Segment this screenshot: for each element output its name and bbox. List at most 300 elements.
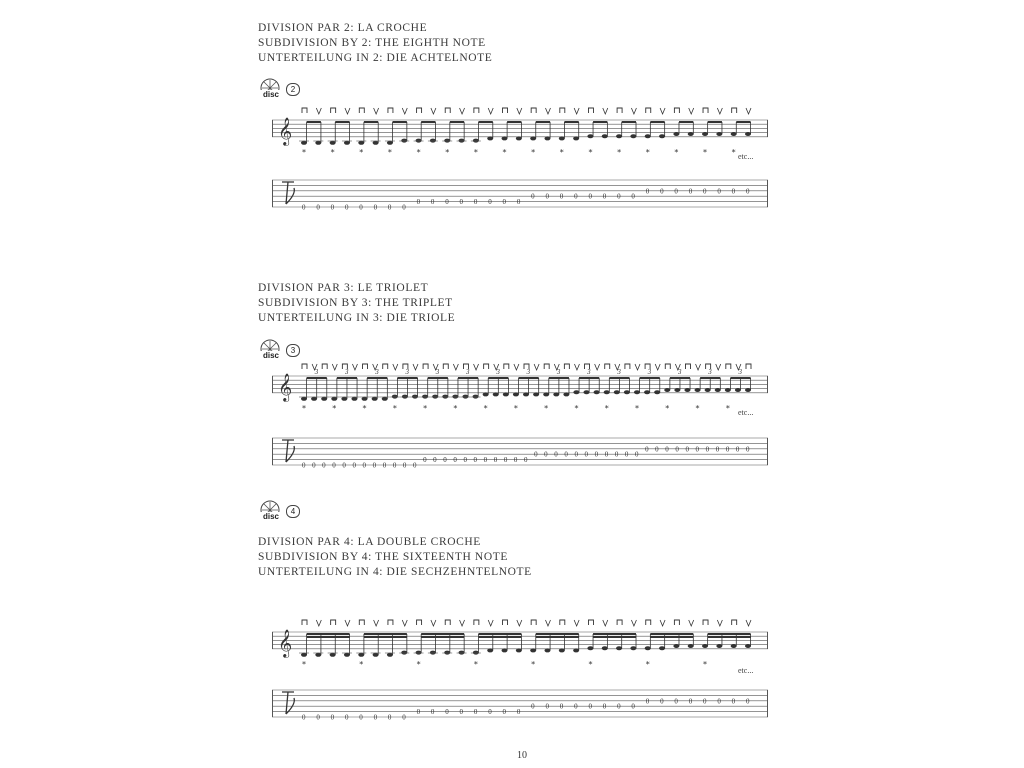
notation-system-eighth <box>272 108 768 220</box>
tab-fret-number: 0 <box>342 461 346 470</box>
note-head <box>530 136 536 140</box>
upstroke-icon <box>413 364 418 370</box>
tuplet-label: 3 <box>344 368 349 376</box>
beat-marker-icon: * <box>559 147 564 157</box>
heading-line-german: UNTERTEILUNG IN 4: DIE SECHZEHNTELNOTE <box>258 566 532 578</box>
downstroke-icon <box>726 364 731 369</box>
note-head <box>616 646 622 650</box>
tab-fret-number: 0 <box>402 461 407 470</box>
beat-marker-icon: * <box>588 147 593 157</box>
beat-marker-icon: * <box>392 403 397 413</box>
tuplet-label: 3 <box>526 368 531 376</box>
tab-fret-number: 0 <box>332 461 336 470</box>
note-head <box>321 397 327 401</box>
upstroke-icon <box>474 364 479 370</box>
note-head <box>473 139 479 143</box>
upstroke-icon <box>635 364 640 370</box>
downstroke-icon <box>445 620 450 625</box>
tuplet-label: 3 <box>587 368 591 376</box>
beat-marker-icon: * <box>645 659 650 669</box>
tab-fret-number: 0 <box>688 697 693 706</box>
tab-fret-number: 0 <box>746 697 750 706</box>
tab-fret-number: 0 <box>559 702 564 711</box>
note-head <box>587 134 593 138</box>
downstroke-icon <box>564 364 569 369</box>
downstroke-icon <box>588 620 593 625</box>
tab-fret-number: 0 <box>705 445 710 454</box>
beat-marker-icon: * <box>588 659 593 669</box>
tab-fret-number: 0 <box>423 456 427 465</box>
tab-fret-number: 0 <box>302 461 306 470</box>
tuplet-label: 3 <box>466 368 470 376</box>
note-head <box>330 653 336 657</box>
tab-fret-number: 0 <box>665 445 669 454</box>
note-head <box>731 644 737 648</box>
downstroke-icon <box>625 364 630 369</box>
note-head <box>688 644 694 648</box>
downstroke-icon <box>588 108 593 113</box>
note-head <box>553 392 559 396</box>
tab-fret-number: 0 <box>392 461 397 470</box>
upstroke-icon <box>545 108 550 114</box>
downstroke-icon <box>474 108 479 113</box>
note-head <box>702 132 708 136</box>
notation-system-sixteenth <box>272 612 768 728</box>
note-head <box>387 141 393 145</box>
note-head <box>573 390 579 394</box>
upstroke-icon <box>696 364 701 370</box>
tab-fret-number: 0 <box>602 702 607 711</box>
tab-fret-number: 0 <box>544 450 548 459</box>
upstroke-icon <box>393 364 398 370</box>
note-head <box>630 134 636 138</box>
heading-line-english: SUBDIVISION BY 3: THE TRIPLET <box>258 297 453 309</box>
tab-fret-number: 0 <box>746 445 750 454</box>
downstroke-icon <box>388 620 393 625</box>
tab-fret-number: 0 <box>588 192 592 201</box>
downstroke-icon <box>685 364 690 369</box>
tab-fret-number: 0 <box>302 203 306 212</box>
tab-fret-number: 0 <box>503 456 508 465</box>
section-heading-triplet <box>258 281 455 326</box>
note-head <box>731 132 737 136</box>
tab-fret-number: 0 <box>473 456 478 465</box>
note-head <box>745 388 751 392</box>
heading-line-french: DIVISION PAR 4: LA DOUBLE CROCHE <box>258 536 481 548</box>
note-head <box>630 646 636 650</box>
tuplet-label: 3 <box>496 368 500 376</box>
beat-marker-icon: * <box>445 147 450 157</box>
tab-fret-number: 0 <box>617 192 621 201</box>
beat-marker-icon: * <box>473 659 478 669</box>
note-head <box>330 141 336 145</box>
downstroke-icon <box>331 620 336 625</box>
upstroke-icon <box>689 620 694 626</box>
tab-fret-number: 0 <box>488 198 492 207</box>
note-head <box>530 648 536 652</box>
downstroke-icon <box>703 108 708 113</box>
note-head <box>702 644 708 648</box>
note-head <box>523 392 529 396</box>
note-head <box>644 390 650 394</box>
upstroke-icon <box>316 620 321 626</box>
upstroke-icon <box>574 108 579 114</box>
tab-fret-number: 0 <box>545 702 549 711</box>
note-head <box>487 648 493 652</box>
track-number: 4 <box>286 505 300 518</box>
note-head <box>533 392 539 396</box>
beat-marker-icon: * <box>359 147 364 157</box>
etc-label: etc... <box>738 152 754 161</box>
upstroke-icon <box>574 364 579 370</box>
upstroke-icon <box>514 364 519 370</box>
note-head <box>373 141 379 145</box>
upstroke-icon <box>402 620 407 626</box>
beat-marker-icon: * <box>513 403 518 413</box>
beat-marker-icon: * <box>473 147 478 157</box>
upstroke-icon <box>517 108 522 114</box>
disc-label: disc <box>263 90 280 99</box>
tab-fret-number: 0 <box>746 187 750 196</box>
beat-marker-icon: * <box>617 147 622 157</box>
tab-fret-number: 0 <box>433 456 437 465</box>
note-head <box>362 397 368 401</box>
downstroke-icon <box>560 620 565 625</box>
note-head <box>673 132 679 136</box>
upstroke-icon <box>595 364 600 370</box>
note-head <box>544 648 550 652</box>
tuplet-label: 3 <box>375 368 379 376</box>
downstroke-icon <box>732 620 737 625</box>
upstroke-icon <box>574 620 579 626</box>
beat-marker-icon: * <box>531 147 536 157</box>
tab-fret-number: 0 <box>463 456 467 465</box>
note-head <box>587 646 593 650</box>
note-head <box>594 390 600 394</box>
note-head <box>412 395 418 399</box>
upstroke-icon <box>460 108 465 114</box>
tab-fret-number: 0 <box>617 702 621 711</box>
upstroke-icon <box>374 108 379 114</box>
heading-line-english: SUBDIVISION BY 4: THE SIXTEENTH NOTE <box>258 551 508 563</box>
beat-marker-icon: * <box>604 403 609 413</box>
note-head <box>483 392 489 396</box>
beat-marker-icon: * <box>531 659 536 669</box>
tab-fret-number: 0 <box>344 713 349 722</box>
note-head <box>624 390 630 394</box>
tab-fret-number: 0 <box>373 713 378 722</box>
beat-marker-icon: * <box>731 147 736 157</box>
tab-fret-number: 0 <box>695 445 700 454</box>
heading-line-french: DIVISION PAR 3: LE TRIOLET <box>258 282 429 294</box>
tab-fret-number: 0 <box>731 187 736 196</box>
note-head <box>674 388 680 392</box>
note-head <box>634 390 640 394</box>
beat-marker-icon: * <box>416 147 421 157</box>
downstroke-icon <box>302 364 307 369</box>
tab-fret-number: 0 <box>453 456 457 465</box>
tuplet-label: 3 <box>738 368 743 376</box>
upstroke-icon <box>717 620 722 626</box>
disc-track-badge <box>258 78 302 100</box>
downstroke-icon <box>531 108 536 113</box>
note-head <box>402 395 408 399</box>
upstroke-icon <box>345 108 350 114</box>
note-head <box>444 139 450 143</box>
staff-and-tab <box>272 358 768 478</box>
tab-fret-number: 0 <box>531 192 535 201</box>
beat-marker-icon: * <box>483 403 488 413</box>
downstroke-icon <box>363 364 368 369</box>
note-head <box>301 653 307 657</box>
upstroke-icon <box>431 620 436 626</box>
downstroke-icon <box>359 620 364 625</box>
note-head <box>602 646 608 650</box>
note-head <box>387 653 393 657</box>
note-head <box>516 648 522 652</box>
tab-fret-number: 0 <box>574 702 578 711</box>
tab-fret-number: 0 <box>413 461 417 470</box>
tab-fret-number: 0 <box>352 461 356 470</box>
note-head <box>382 397 388 401</box>
note-head <box>573 648 579 652</box>
note-head <box>358 141 364 145</box>
note-head <box>745 132 751 136</box>
heading-line-german: UNTERTEILUNG IN 2: DIE ACHTELNOTE <box>258 52 493 64</box>
tab-fret-number: 0 <box>483 456 488 465</box>
note-head <box>604 390 610 394</box>
tab-fret-number: 0 <box>602 192 607 201</box>
note-head <box>442 395 448 399</box>
tuplet-label: 3 <box>677 368 682 376</box>
upstroke-icon <box>517 620 522 626</box>
tab-fret-number: 0 <box>473 198 478 207</box>
beat-marker-icon: * <box>423 403 428 413</box>
tab-fret-number: 0 <box>445 708 449 717</box>
note-head <box>584 390 590 394</box>
tab-fret-number: 0 <box>660 697 664 706</box>
note-head <box>373 653 379 657</box>
note-head <box>513 392 519 396</box>
section-heading-eighth <box>258 21 492 66</box>
upstroke-icon <box>534 364 539 370</box>
upstroke-icon <box>431 108 436 114</box>
note-head <box>401 139 407 143</box>
downstroke-icon <box>331 108 336 113</box>
tab-fret-number: 0 <box>459 708 464 717</box>
note-head <box>563 392 569 396</box>
tuplet-label: 3 <box>647 368 652 376</box>
note-head <box>487 136 493 140</box>
note-head <box>344 141 350 145</box>
tab-fret-number: 0 <box>635 450 639 459</box>
tab-fret-number: 0 <box>631 192 635 201</box>
tab-fret-number: 0 <box>559 192 564 201</box>
upstroke-icon <box>603 108 608 114</box>
tab-fret-number: 0 <box>344 203 349 212</box>
tab-fret-number: 0 <box>675 445 679 454</box>
tab-fret-number: 0 <box>502 708 507 717</box>
note-head <box>659 646 665 650</box>
tab-fret-number: 0 <box>717 187 721 196</box>
tab-fret-number: 0 <box>545 192 549 201</box>
disc-label: disc <box>263 351 280 360</box>
tab-fret-number: 0 <box>685 445 689 454</box>
tab-fret-number: 0 <box>488 708 492 717</box>
tab-fret-number: 0 <box>604 450 609 459</box>
tuplet-label: 3 <box>556 368 561 376</box>
heading-line-french: DIVISION PAR 2: LA CROCHE <box>258 22 428 34</box>
disc-icon <box>258 78 288 100</box>
beat-marker-icon: * <box>665 403 670 413</box>
note-head <box>614 390 620 394</box>
downstroke-icon <box>417 620 422 625</box>
tuplet-label: 3 <box>405 368 410 376</box>
beat-marker-icon: * <box>703 659 708 669</box>
beat-marker-icon: * <box>544 403 549 413</box>
note-head <box>444 651 450 655</box>
downstroke-icon <box>617 620 622 625</box>
tab-fret-number: 0 <box>645 187 650 196</box>
downstroke-icon <box>423 364 428 369</box>
tab-fret-number: 0 <box>372 461 377 470</box>
tab-fret-number: 0 <box>387 713 392 722</box>
tab-fret-number: 0 <box>660 187 664 196</box>
note-head <box>452 395 458 399</box>
downstroke-icon <box>383 364 388 369</box>
downstroke-icon <box>302 620 307 625</box>
upstroke-icon <box>488 620 493 626</box>
note-head <box>344 653 350 657</box>
tab-fret-number: 0 <box>534 450 538 459</box>
disc-track-badge <box>258 500 302 522</box>
tab-fret-number: 0 <box>402 203 406 212</box>
upstroke-icon <box>453 364 458 370</box>
downstroke-icon <box>544 364 549 369</box>
section-heading-sixteenth <box>258 535 532 580</box>
upstroke-icon <box>352 364 357 370</box>
note-head <box>659 134 665 138</box>
note-head <box>315 653 321 657</box>
tab-fret-number: 0 <box>631 702 635 711</box>
note-head <box>516 136 522 140</box>
note-head <box>358 653 364 657</box>
tab-fret-number: 0 <box>614 450 619 459</box>
note-head <box>673 644 679 648</box>
beat-marker-icon: * <box>362 403 367 413</box>
tab-fret-number: 0 <box>735 445 740 454</box>
tab-fret-number: 0 <box>502 198 507 207</box>
upstroke-icon <box>345 620 350 626</box>
tab-fret-number: 0 <box>359 713 363 722</box>
tab-fret-number: 0 <box>574 450 578 459</box>
downstroke-icon <box>646 108 651 113</box>
beat-marker-icon: * <box>359 659 364 669</box>
upstroke-icon <box>402 108 407 114</box>
note-head <box>684 388 690 392</box>
beat-marker-icon: * <box>645 147 650 157</box>
upstroke-icon <box>316 108 321 114</box>
etc-label: etc... <box>738 666 754 675</box>
note-head <box>459 651 465 655</box>
note-head <box>544 136 550 140</box>
tab-fret-number: 0 <box>703 697 707 706</box>
note-head <box>616 134 622 138</box>
note-head <box>315 141 321 145</box>
note-head <box>372 397 378 401</box>
tab-fret-number: 0 <box>443 456 447 465</box>
note-head <box>301 141 307 145</box>
beat-marker-icon: * <box>725 403 730 413</box>
treble-clef-icon: 𝄞 <box>278 373 293 401</box>
tab-fret-number: 0 <box>302 713 306 722</box>
tuplet-label: 3 <box>708 368 712 376</box>
downstroke-icon <box>388 108 393 113</box>
downstroke-icon <box>443 364 448 369</box>
tuplet-label: 3 <box>617 368 621 376</box>
note-head <box>543 392 549 396</box>
upstroke-icon <box>631 108 636 114</box>
beat-marker-icon: * <box>574 403 579 413</box>
note-head <box>401 651 407 655</box>
tab-fret-number: 0 <box>330 713 335 722</box>
tab-fret-number: 0 <box>688 187 693 196</box>
note-head <box>493 392 499 396</box>
upstroke-icon <box>660 108 665 114</box>
beat-marker-icon: * <box>703 147 708 157</box>
tab-fret-number: 0 <box>516 198 521 207</box>
tab-fret-number: 0 <box>473 708 478 717</box>
tab-fret-number: 0 <box>645 697 650 706</box>
note-head <box>462 395 468 399</box>
tab-fret-number: 0 <box>382 461 387 470</box>
note-head <box>351 397 357 401</box>
tab-fret-number: 0 <box>715 445 720 454</box>
tab-fret-number: 0 <box>554 450 558 459</box>
note-head <box>705 388 711 392</box>
upstroke-icon <box>746 620 751 626</box>
downstroke-icon <box>674 108 679 113</box>
note-head <box>392 395 398 399</box>
disc-label: disc <box>263 512 280 521</box>
downstroke-icon <box>617 108 622 113</box>
tab-fret-number: 0 <box>516 708 521 717</box>
note-head <box>725 388 731 392</box>
upstroke-icon <box>374 620 379 626</box>
note-head <box>735 388 741 392</box>
note-head <box>645 134 651 138</box>
staff-and-tab <box>272 108 768 220</box>
beat-marker-icon: * <box>302 403 306 413</box>
note-head <box>502 136 508 140</box>
downstroke-icon <box>703 620 708 625</box>
beat-marker-icon: * <box>635 403 639 413</box>
beat-marker-icon: * <box>330 147 335 157</box>
upstroke-icon <box>603 620 608 626</box>
tab-fret-number: 0 <box>322 461 326 470</box>
upstroke-icon <box>655 364 660 370</box>
note-head <box>716 644 722 648</box>
note-head <box>430 139 436 143</box>
tab-fret-number: 0 <box>312 461 316 470</box>
tab-fret-number: 0 <box>717 697 721 706</box>
downstroke-icon <box>646 620 651 625</box>
note-head <box>473 395 479 399</box>
tab-fret-number: 0 <box>588 702 592 711</box>
beat-marker-icon: * <box>453 403 458 413</box>
note-head <box>311 397 317 401</box>
tab-fret-number: 0 <box>524 456 528 465</box>
